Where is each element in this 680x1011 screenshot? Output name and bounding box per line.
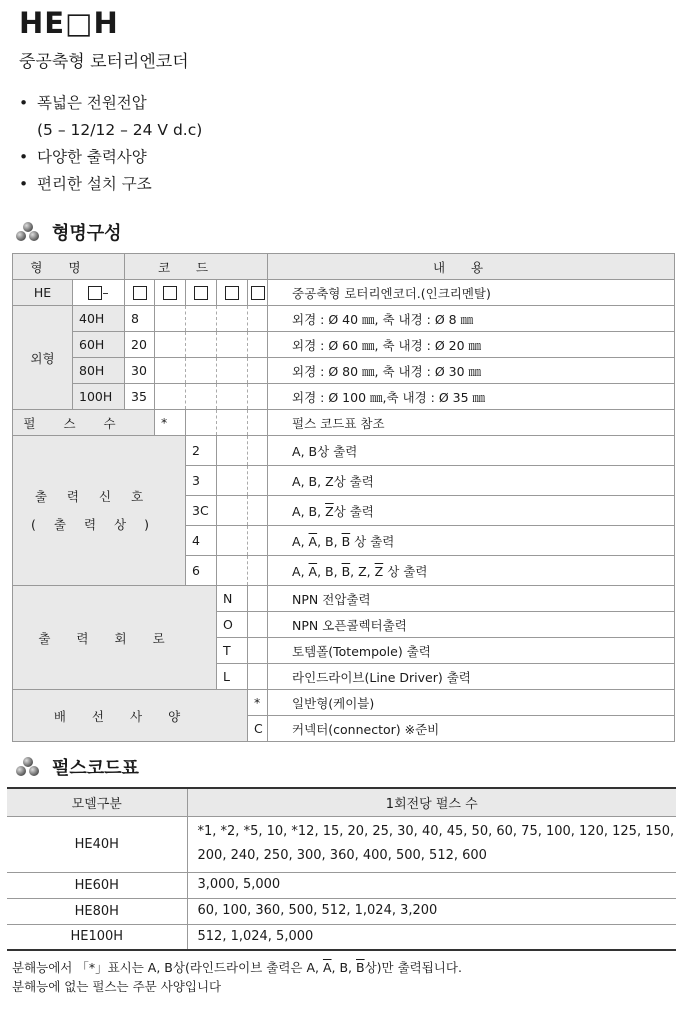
- signal-label: 출력신호 (출력상): [13, 436, 186, 586]
- footnotes: [12, 958, 462, 996]
- table-row: 80H 30 외경 : Ø 80 ㎜, 축 내경 : Ø 30 ㎜: [13, 358, 675, 384]
- he-label: HE: [13, 280, 73, 306]
- header-type: 형명: [13, 254, 125, 280]
- he-code-box: –: [73, 280, 125, 306]
- code-square-icon: [251, 286, 265, 300]
- table-row: 6 A, $\overline{A}$, B, $\overline{B}$, Z, $\overline{Z}$ 상 출력: [13, 556, 675, 586]
- table-header: 모델구분 1회전당 펄스 수: [7, 788, 676, 816]
- table-row: 4 A, $\overline{A}$, B, $\overline{B}$ 상 출력: [13, 526, 675, 556]
- table-row: 60H 20 외경 : Ø 60 ㎜, 축 내경 : Ø 20 ㎜: [13, 332, 675, 358]
- code-square-icon: [88, 286, 102, 300]
- table-row: HE40H *1, *2, *5, 10, *12, 15, 20, 25, 30, 40, 45, 50, 60, 75, 100, 120, 125, 150, 200, 240, 250, 300, 360, 400, 500, 512, 600: [7, 816, 676, 872]
- header-content: 내용: [268, 254, 675, 280]
- feature-item: • 폭넓은 전원전압: [19, 94, 147, 112]
- section-heading-model: 형명구성: [16, 219, 122, 245]
- table-row: 외형 40H 8 외경 : Ø 40 ㎜, 축 내경 : Ø 8 ㎜: [13, 306, 675, 332]
- feature-list: [19, 90, 202, 198]
- table-row: [13, 280, 675, 306]
- feature-item: (5 – 12/12 – 24 V d.c): [37, 121, 203, 139]
- footnote-1: 분해능에서 「*」표시는 A, B상(라인드라이브 출력은 A, $\overline{A}$, B, $\overline{B}$상)만 출력됩니다.: [12, 960, 462, 975]
- table-row: C 커넥터(connector) ※준비: [13, 716, 675, 742]
- table-row: T 토템폴(Totempole) 출력: [13, 638, 675, 664]
- pulse-code-table: [7, 787, 676, 951]
- table-row: HE100H 512, 1,024, 5,000: [7, 924, 676, 950]
- table-row: O NPN 오픈콜렉터출력: [13, 612, 675, 638]
- feature-item: • 편리한 설치 구조: [19, 175, 152, 193]
- outer-label: 외형: [13, 306, 73, 410]
- table-header: [13, 254, 675, 280]
- model-config-table: [12, 253, 675, 742]
- header-code: 코드: [125, 254, 268, 280]
- bullet-circles-icon: [16, 222, 40, 242]
- bullet-circles-icon: [16, 757, 40, 777]
- feature-item: • 다양한 출력사양: [19, 148, 147, 166]
- page-subtitle: 중공축형 로터리엔코더: [19, 52, 189, 72]
- wiring-label: 배선사양: [13, 690, 248, 742]
- table-row: HE60H 3,000, 5,000: [7, 872, 676, 898]
- code-square-icon: [194, 286, 208, 300]
- table-row: 3 A, B, Z상 출력: [13, 466, 675, 496]
- table-row: 출력신호 (출력상) 2 A, B상 출력: [13, 436, 675, 466]
- code-square-icon: [133, 286, 147, 300]
- he-desc: 중공축형 로터리엔코더.(인크리멘탈): [268, 280, 675, 306]
- code-square-icon: [225, 286, 239, 300]
- table-row: 3C A, B, $\overline{Z}$상 출력: [13, 496, 675, 526]
- table-row: 펄스수 * 펄스 코드표 참조: [13, 410, 675, 436]
- code-square-icon: [163, 286, 177, 300]
- pulse-label: 펄스수: [13, 410, 155, 436]
- footnote-2: 분해능에 없는 펄스는 주문 사양입니다: [12, 979, 222, 994]
- table-row: HE80H 60, 100, 360, 500, 512, 1,024, 3,200: [7, 898, 676, 924]
- circuit-label: 출력회로: [13, 586, 217, 690]
- table-row: 100H 35 외경 : Ø 100 ㎜,축 내경 : Ø 35 ㎜: [13, 384, 675, 410]
- table-row: L 라인드라이브(Line Driver) 출력: [13, 664, 675, 690]
- page-title: HE□H: [19, 6, 119, 40]
- section-heading-pulse: 펄스코드표: [16, 754, 139, 780]
- table-row: 배선사양 * 일반형(케이블): [13, 690, 675, 716]
- table-row: 출력회로 N NPN 전압출력: [13, 586, 675, 612]
